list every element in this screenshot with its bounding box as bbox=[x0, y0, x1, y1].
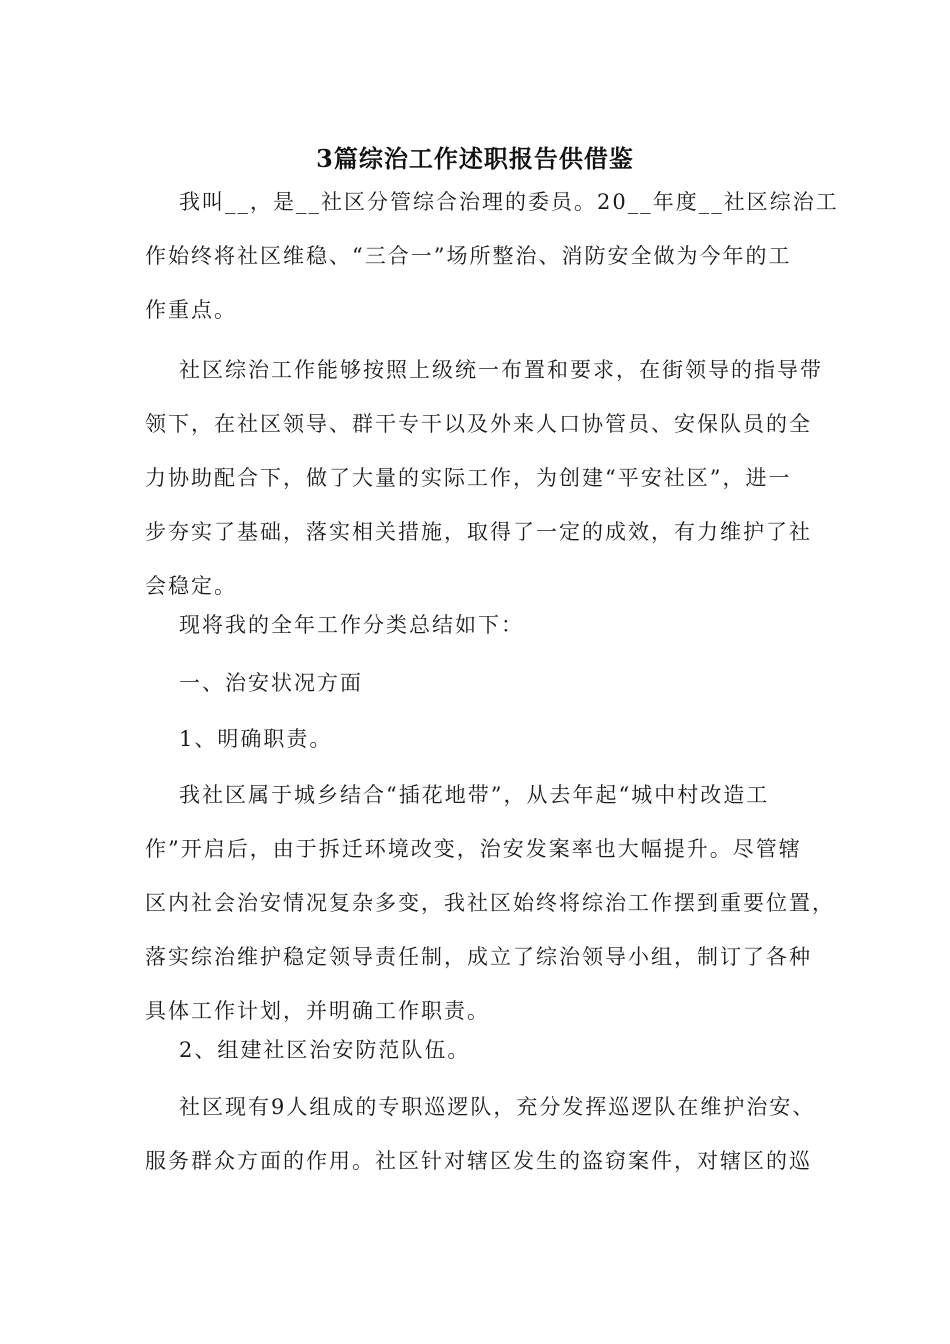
text-line: 2、组建社区治安防范队伍。 bbox=[179, 1038, 471, 1062]
text-line: 社区现有9人组成的专职巡逻队，充分发挥巡逻队在维护治安、 bbox=[179, 1095, 816, 1119]
text-line: 一、治安状况方面 bbox=[179, 671, 363, 695]
text-line: 步夯实了基础，落实相关措施，取得了一定的成效，有力维护了社 bbox=[145, 520, 812, 544]
text-line: 服务群众方面的作用。社区针对辖区发生的盗窃案件，对辖区的巡 bbox=[145, 1149, 812, 1173]
document-body-8 bbox=[145, 1080, 816, 1188]
paragraph bbox=[145, 343, 823, 613]
text-line: 落实综治维护稳定领导责任制，成立了综治领导小组，制订了各种 bbox=[145, 945, 812, 969]
text-line: 1、明确职责。 bbox=[179, 727, 333, 751]
text-line: 现将我的全年工作分类总结如下： bbox=[179, 613, 524, 637]
section-heading bbox=[145, 656, 810, 710]
document-body-7 bbox=[145, 1023, 810, 1077]
document-body bbox=[145, 175, 839, 337]
document-body-3 bbox=[145, 598, 810, 652]
text-line: 作重点。 bbox=[145, 298, 237, 322]
paragraph bbox=[145, 1080, 816, 1188]
text-line: 区内社会治安情况复杂多变，我社区始终将综治工作摆到重要位置， bbox=[145, 891, 835, 915]
document-body-6 bbox=[145, 768, 835, 1038]
subsection-heading bbox=[145, 712, 810, 766]
text-line: 会稳定。 bbox=[145, 574, 237, 598]
text-line: 作始终将社区维稳、“三合一”场所整治、消防安全做为今年的工 bbox=[145, 244, 792, 268]
text-line: 我社区属于城乡结合“插花地带”，从去年起“城中村改造工 bbox=[179, 783, 770, 807]
document-body-2 bbox=[145, 343, 823, 613]
paragraph bbox=[145, 598, 810, 652]
paragraph bbox=[145, 175, 839, 337]
subsection-heading bbox=[145, 1023, 810, 1077]
paragraph bbox=[145, 768, 835, 1038]
text-line: 社区综治工作能够按照上级统一布置和要求，在街领导的指导带 bbox=[179, 358, 823, 382]
text-line: 作”开启后，由于拆迁环境改变，治安发案率也大幅提升。尽管辖 bbox=[145, 837, 802, 861]
text-line: 我叫__，是__社区分管综合治理的委员。20__年度__社区综治工 bbox=[179, 190, 839, 214]
document-body-5 bbox=[145, 712, 810, 766]
document-title: 3篇综治工作述职报告供借鉴 bbox=[316, 144, 634, 173]
document-body-4 bbox=[145, 656, 810, 710]
text-line: 领下，在社区领导、群干专干以及外来人口协管员、安保队员的全 bbox=[145, 412, 812, 436]
text-line: 力协助配合下，做了大量的实际工作，为创建“平安社区”，进一 bbox=[145, 466, 792, 490]
text-line: 具体工作计划，并明确工作职责。 bbox=[145, 999, 490, 1023]
